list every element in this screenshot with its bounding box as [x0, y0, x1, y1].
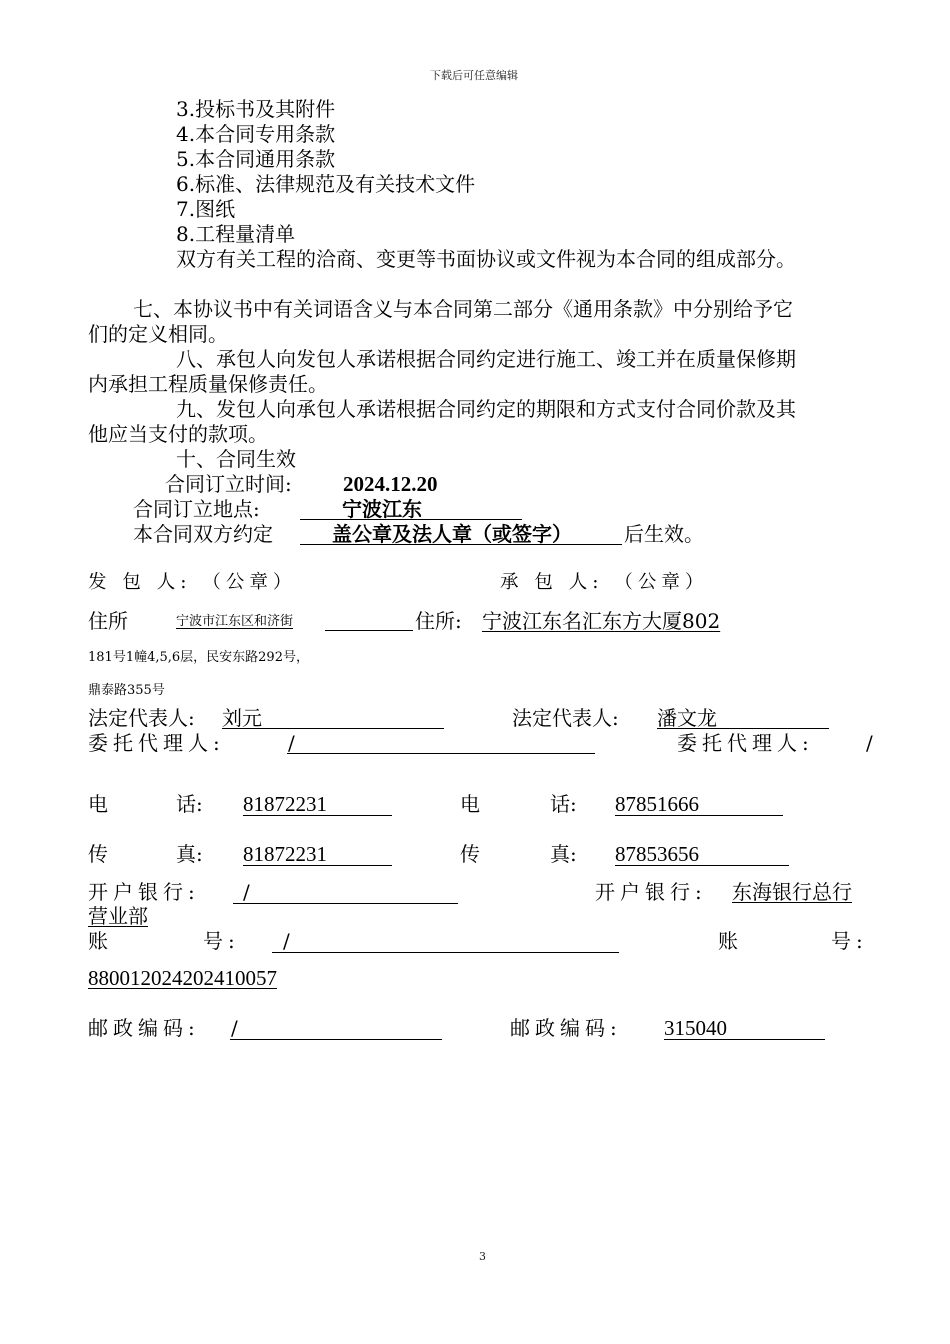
party-b-phone-value: 87851666 [615, 792, 699, 816]
party-b-title: 承 包 人: （公章） [500, 572, 709, 593]
page-number: 3 [479, 1250, 486, 1263]
party-b-bank-label: 开户银行: [595, 880, 707, 904]
party-a-account-value: / [283, 929, 290, 953]
party-a-phone-value: 81872231 [243, 792, 327, 816]
party-b-phone-label-2: 话: [550, 792, 577, 816]
party-a-address-line3: 鼎泰路355号 [88, 683, 165, 698]
clause-9-line2: 他应当支付的款项。 [88, 422, 268, 446]
party-a-agent-value: / [288, 731, 295, 755]
party-b-agent-value: / [866, 731, 873, 755]
party-b-phone-label-1: 电 [460, 792, 480, 816]
clause-8-line2: 内承担工程质量保修责任。 [88, 372, 328, 396]
party-b-postcode-label: 邮政编码: [510, 1016, 622, 1040]
list-item: 7.图纸 [176, 197, 236, 221]
party-b-fax-label-1: 传 [460, 842, 480, 866]
list-item: 6.标准、法律规范及有关技术文件 [176, 172, 476, 196]
party-b-legal-rep-value: 潘文龙 [657, 706, 717, 730]
party-a-phone-label-2: 话: [176, 792, 203, 816]
party-a-fax-label-2: 真: [176, 842, 203, 866]
effect-value: 盖公章及法人章（或签字） [332, 522, 572, 546]
party-a-agent-label: 委托代理人: [88, 731, 225, 755]
sign-place-label: 合同订立地点: [133, 497, 260, 521]
party-a-legal-rep-value: 刘元 [222, 706, 262, 730]
list-item: 4.本合同专用条款 [176, 122, 336, 146]
clause-9-line1: 九、发包人向承包人承诺根据合同约定的期限和方式支付合同价款及其 [176, 397, 796, 421]
clause-10: 十、合同生效 [176, 447, 296, 471]
effect-suffix: 后生效。 [624, 522, 704, 546]
party-b-bank-value-line2: 营业部 [88, 904, 148, 928]
list-item: 8.工程量清单 [176, 222, 296, 246]
clause-7-line1: 七、本协议书中有关词语含义与本合同第二部分《通用条款》中分别给予它 [133, 297, 793, 321]
list-item: 3.投标书及其附件 [176, 97, 336, 121]
party-b-account-label-1: 账 [718, 929, 738, 953]
party-b-account-value: 880012024202410057 [88, 966, 277, 990]
party-a-account-label-2: 号: [203, 929, 240, 953]
clause-8-line1: 八、承包人向发包人承诺根据合同约定进行施工、竣工并在质量保修期 [176, 347, 796, 371]
page-header: 下载后可任意编辑 [430, 69, 518, 82]
party-a-fax-label-1: 传 [88, 842, 108, 866]
sign-place-value: 宁波江东 [342, 497, 422, 521]
party-b-fax-label-2: 真: [550, 842, 577, 866]
paragraph-supplement: 双方有关工程的洽商、变更等书面协议或文件视为本合同的组成部分。 [176, 247, 796, 271]
party-a-postcode-label: 邮政编码: [88, 1016, 200, 1040]
sign-time-label: 合同订立时间: [165, 472, 292, 496]
party-a-postcode-value: / [231, 1016, 238, 1040]
party-a-address-line2: 181号1幢4,5,6层，民安东路292号， [88, 650, 309, 665]
list-item: 5.本合同通用条款 [176, 147, 336, 171]
party-b-bank-value-line1: 东海银行总行 [732, 880, 852, 904]
party-b-legal-rep-label: 法定代表人: [512, 706, 619, 730]
party-a-legal-rep-label: 法定代表人: [88, 706, 195, 730]
party-b-account-label-2: 号: [831, 929, 868, 953]
party-a-address-label: 住所 [88, 609, 128, 633]
party-a-bank-value: / [243, 880, 250, 904]
party-b-address-label: 住所: [415, 609, 462, 633]
party-b-agent-label: 委托代理人: [677, 731, 814, 755]
effect-label: 本合同双方约定 [133, 522, 273, 546]
party-a-title: 发 包 人: （公章） [88, 572, 297, 593]
party-a-address-line1: 宁波市江东区和济街 [176, 614, 294, 629]
party-a-bank-label: 开户银行: [88, 880, 200, 904]
party-b-fax-value: 87853656 [615, 842, 699, 866]
party-b-postcode-value: 315040 [664, 1016, 727, 1040]
sign-time-value: 2024.12.20 [343, 472, 438, 496]
clause-7-line2: 们的定义相同。 [88, 322, 228, 346]
party-b-address-value: 宁波江东名汇东方大厦802 [482, 609, 721, 633]
party-a-account-label-1: 账 [88, 929, 108, 953]
party-a-fax-value: 81872231 [243, 842, 327, 866]
party-a-phone-label-1: 电 [88, 792, 108, 816]
